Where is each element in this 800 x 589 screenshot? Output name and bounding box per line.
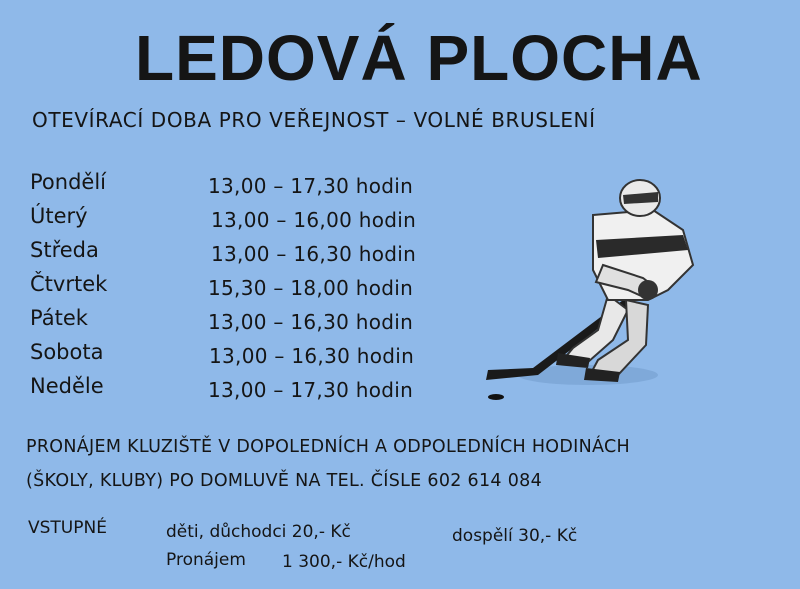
day-label: Neděle — [30, 374, 104, 398]
fee-children: děti, důchodci 20,- Kč — [166, 522, 351, 542]
time-range: 13,00 – 17,30 hodin — [208, 174, 414, 198]
day-label: Úterý — [30, 204, 88, 228]
time-range: 13,00 – 16,30 hodin — [209, 344, 415, 368]
time-range: 13,00 – 16,30 hodin — [208, 310, 414, 334]
fee-rental-price: 1 300,- Kč/hod — [282, 552, 406, 572]
rental-info — [26, 430, 630, 498]
day-label: Sobota — [30, 340, 104, 364]
day-label: Pondělí — [30, 170, 106, 194]
time-range: 13,00 – 17,30 hodin — [208, 378, 414, 402]
hockey-puck — [488, 394, 504, 400]
glove — [638, 280, 658, 300]
day-label: Čtvrtek — [30, 272, 108, 296]
day-label: Pátek — [30, 306, 88, 330]
fee-rental-label: Pronájem — [166, 550, 246, 570]
fee-adults: dospělí 30,- Kč — [452, 526, 578, 546]
rental-line-2: (ŠKOLY, KLUBY) PO DOMLUVĚ NA TEL. ČÍSLE 602 614 084 — [26, 471, 543, 491]
time-range: 15,30 – 18,00 hodin — [208, 276, 414, 300]
fees-label: VSTUPNÉ — [28, 518, 107, 538]
page-title: LEDOVÁ PLOCHA — [135, 22, 703, 94]
time-range: 13,00 – 16,00 hodin — [211, 208, 417, 232]
rental-line-1: PRONÁJEM KLUZIŠTĚ V DOPOLEDNÍCH A ODPOLEDNÍCH HODINÁCH — [26, 437, 630, 457]
day-label: Středa — [30, 238, 99, 262]
time-range: 13,00 – 16,30 hodin — [211, 242, 417, 266]
subtitle: OTEVÍRACÍ DOBA PRO VEŘEJNOST – VOLNÉ BRUSLENÍ — [32, 108, 596, 132]
hockey-player-icon — [478, 170, 718, 410]
